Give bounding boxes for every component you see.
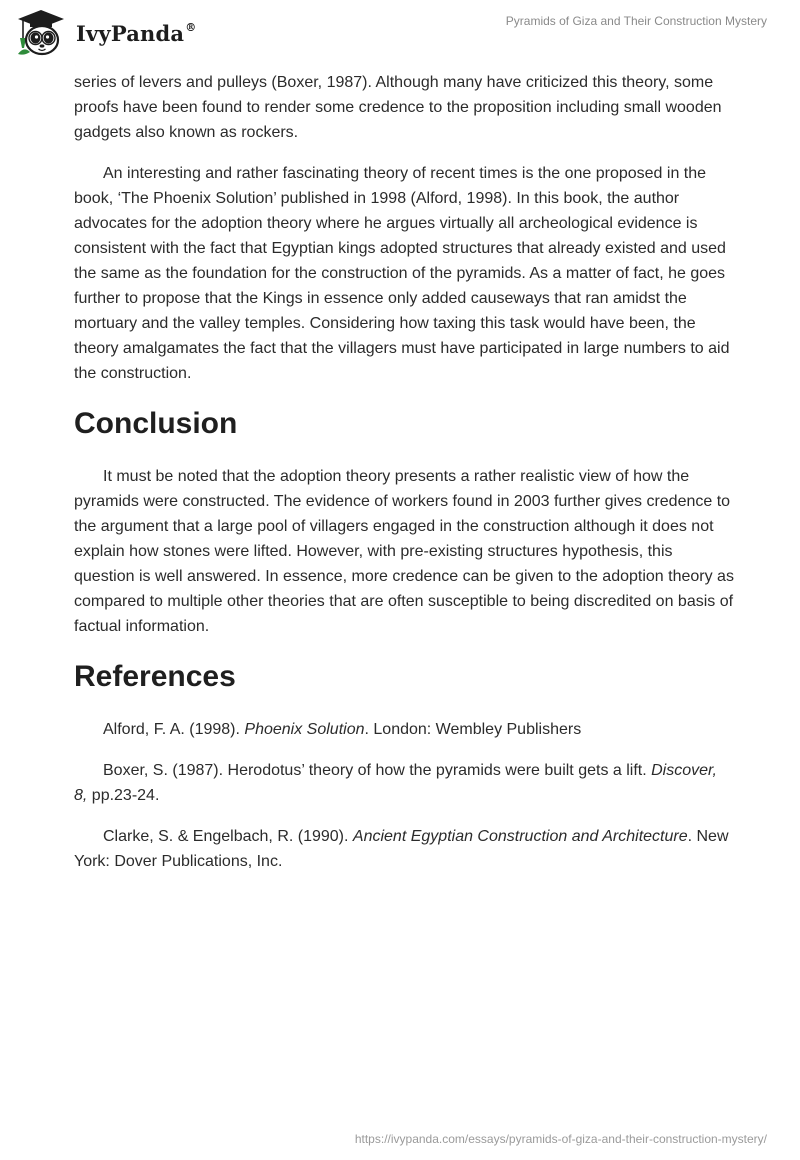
reference-text: pp.23-24. bbox=[87, 787, 160, 804]
paragraph-phoenix-solution: An interesting and rather fascinating theory of recent times is the one proposed in the book, ‘The Phoenix Solution’ published in 1998 (Alford, 1998). In this book, the author advocates for the adoption theory where he argues virtually all archeological evidence is consistent with the fact that Egyptian kings adopted structures that already existed and used the same as the foundation for the construction of the pyramids. As a matter of fact, he goes further to propose that the Kings in essence only added causeways that ran amidst the mortuary and the valley temples. Considering how taxing this task would have been, the theory amalgamates the fact that the villagers must have participated in large numbers to aid the construction. bbox=[74, 165, 730, 382]
page-header bbox=[0, 0, 800, 64]
reference-item bbox=[74, 758, 734, 808]
reference-title: Discover, 8, bbox=[74, 762, 717, 804]
heading-references: References bbox=[74, 660, 236, 693]
reference-item bbox=[74, 717, 734, 742]
document-title: Pyramids of Giza and Their Construction Mystery bbox=[505, 14, 767, 28]
reference-text: Clarke, S. & Engelbach, R. (1990). bbox=[103, 828, 353, 845]
reference-text: Alford, F. A. (1998). bbox=[103, 721, 245, 738]
ivypanda-logo[interactable] bbox=[14, 8, 196, 58]
paragraph-continuation: series of levers and pulleys (Boxer, 1987). Although many have criticized this theory, some proofs have been found to render some credence to the proposition including small wooden gadgets also known as rockers. bbox=[74, 74, 722, 141]
reference-title: Phoenix Solution bbox=[244, 721, 365, 738]
heading-conclusion: Conclusion bbox=[74, 407, 238, 440]
logo-name: IvyPanda bbox=[76, 20, 185, 46]
reference-text: . London: Wembley Publishers bbox=[364, 721, 582, 738]
essay-content bbox=[74, 70, 734, 890]
reference-text: . New York: Dover Publications, Inc. bbox=[74, 828, 729, 870]
reference-title: Ancient Egyptian Construction and Architecture bbox=[352, 828, 688, 845]
reference-text: Boxer, S. (1987). Herodotus’ theory of how the pyramids were built gets a lift. bbox=[103, 762, 652, 779]
registered-mark: ® bbox=[185, 20, 197, 34]
source-url-link[interactable]: https://ivypanda.com/essays/pyramids-of-giza-and-their-construction-mystery/ bbox=[354, 1132, 767, 1146]
panda-graduation-cap-icon bbox=[14, 8, 68, 58]
logo-wordmark bbox=[76, 21, 196, 46]
reference-item bbox=[74, 824, 734, 874]
paragraph-conclusion: It must be noted that the adoption theory presents a rather realistic view of how the pyramids were constructed. The evidence of workers found in 2003 further gives credence to the argument that a large pool of villagers engaged in the construction although it does not explain how stones were lifted. However, with pre-existing structures hypothesis, this question is well answered. In essence, more credence can be given to the adoption theory as compared to multiple other theories that are often susceptible to being discredited on basis of factual information. bbox=[74, 468, 734, 635]
